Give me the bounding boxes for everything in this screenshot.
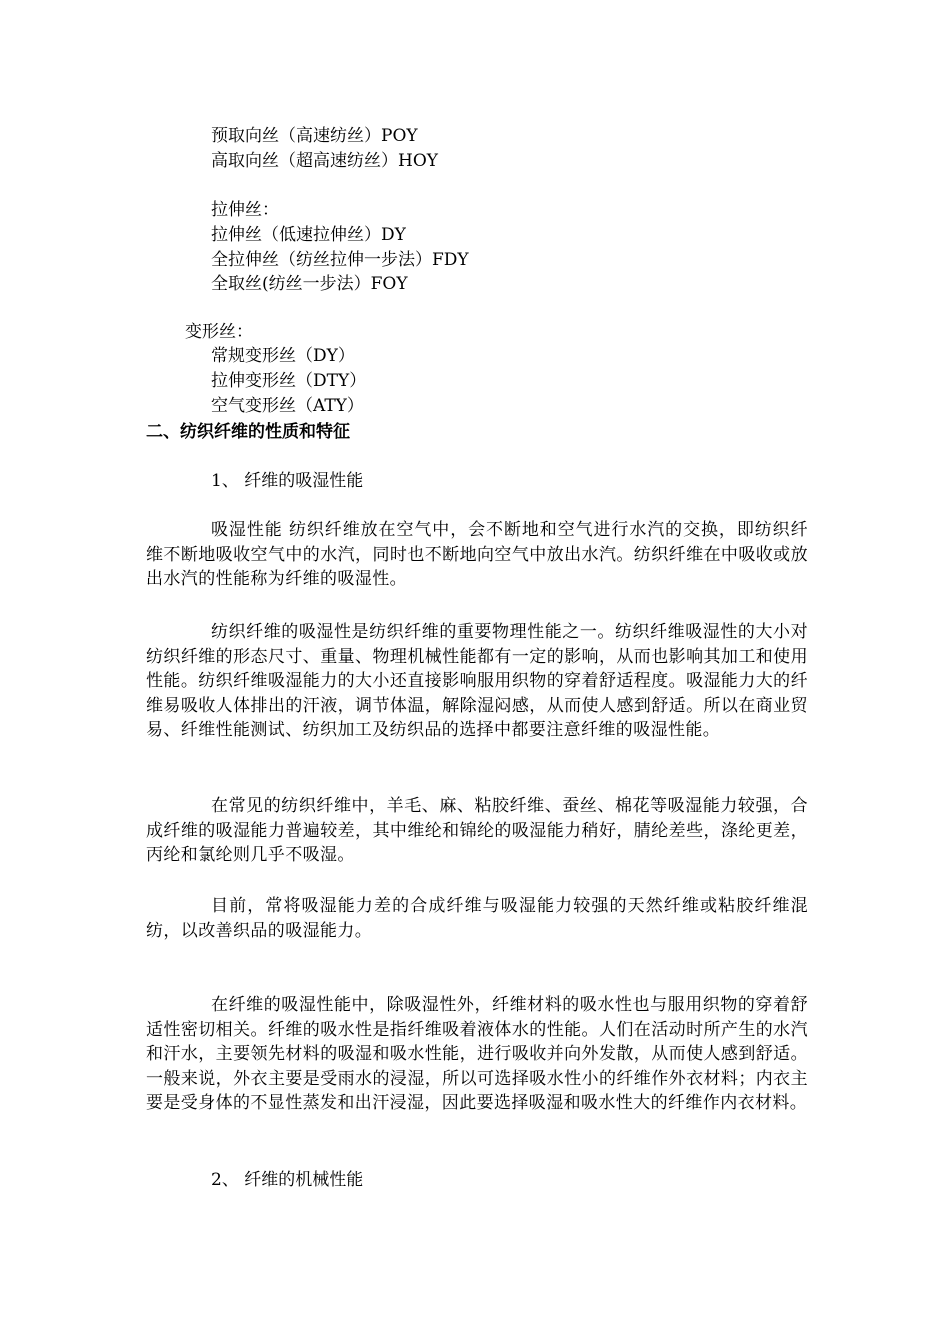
paragraph-water-absorption: 在纤维的吸湿性能中，除吸湿性外，纤维材料的吸水性也与服用织物的穿着舒适性密切相关。纤维的吸水性是指纤维吸着液体水的性能。人们在活动时所产生的水汽和汗水，主要领先材料的吸湿和吸水性能，进行吸收并向外发散，从而使人感到舒适。一般来说，外衣主要是受雨水的浸湿，所以可选择吸水性小的纤维作外衣材料；内衣主要是受身体的不显性蒸发和出汗浸湿，因此要选择吸湿和吸水性大的纤维作内衣材料。 [146, 995, 808, 1114]
list-item-dty: 拉伸变形丝（DTY） [211, 371, 367, 391]
list-item-hoy: 高取向丝（超高速纺丝）HOY [211, 151, 438, 171]
subsection-moisture-title: 1、 纤维的吸湿性能 [211, 471, 364, 491]
list-item-poy: 预取向丝（高速纺丝）POY [211, 126, 418, 146]
list-item-fdy: 全拉伸丝（纺丝拉伸一步法）FDY [211, 250, 469, 270]
list-item-dy: 拉伸丝（低速拉伸丝）DY [211, 225, 406, 245]
list-item-aty: 空气变形丝（ATY） [211, 396, 364, 416]
textured-yarn-title: 变形丝： [185, 322, 253, 342]
paragraph-common-fibers: 在常见的纺织纤维中，羊毛、麻、粘胶纤维、蚕丝、棉花等吸湿能力较强，合成纤维的吸湿能力普遍较差，其中维纶和锦纶的吸湿能力稍好，腈纶差些，涤纶更差，丙纶和氯纶则几乎不吸湿。 [146, 796, 808, 866]
paragraph-moisture-importance: 纺织纤维的吸湿性是纺织纤维的重要物理性能之一。纺织纤维吸湿性的大小对纺织纤维的形态尺寸、重量、物理机械性能都有一定的影响，从而也影响其加工和使用性能。纺织纤维吸湿能力的大小还直接影响服用织物的穿着舒适程度。吸湿能力大的纤维易吸收人体排出的汗液，调节体温，解除湿闷感，从而使人感到舒适。所以在商业贸易、纤维性能测试、纺织加工及纺织品的选择中都要注意纤维的吸湿性能。 [146, 622, 808, 741]
list-item-foy: 全取丝(纺丝一步法）FOY [211, 274, 408, 294]
paragraph-blending: 目前，常将吸湿能力差的合成纤维与吸湿能力较强的天然纤维或粘胶纤维混纺，以改善织品的吸湿能力。 [146, 896, 808, 941]
subsection-mechanical-title: 2、 纤维的机械性能 [211, 1170, 364, 1190]
paragraph-moisture-definition: 吸湿性能 纺织纤维放在空气中，会不断地和空气进行水汽的交换，即纺织纤维不断地吸收空气中的水汽，同时也不断地向空气中放出水汽。纺织纤维在中吸收或放出水汽的性能称为纤维的吸湿性。 [146, 520, 808, 590]
drawn-yarn-title: 拉伸丝： [211, 200, 279, 220]
list-item-textured-dy: 常规变形丝（DY） [211, 346, 355, 366]
section-heading: 二、纺织纤维的性质和特征 [146, 422, 350, 442]
